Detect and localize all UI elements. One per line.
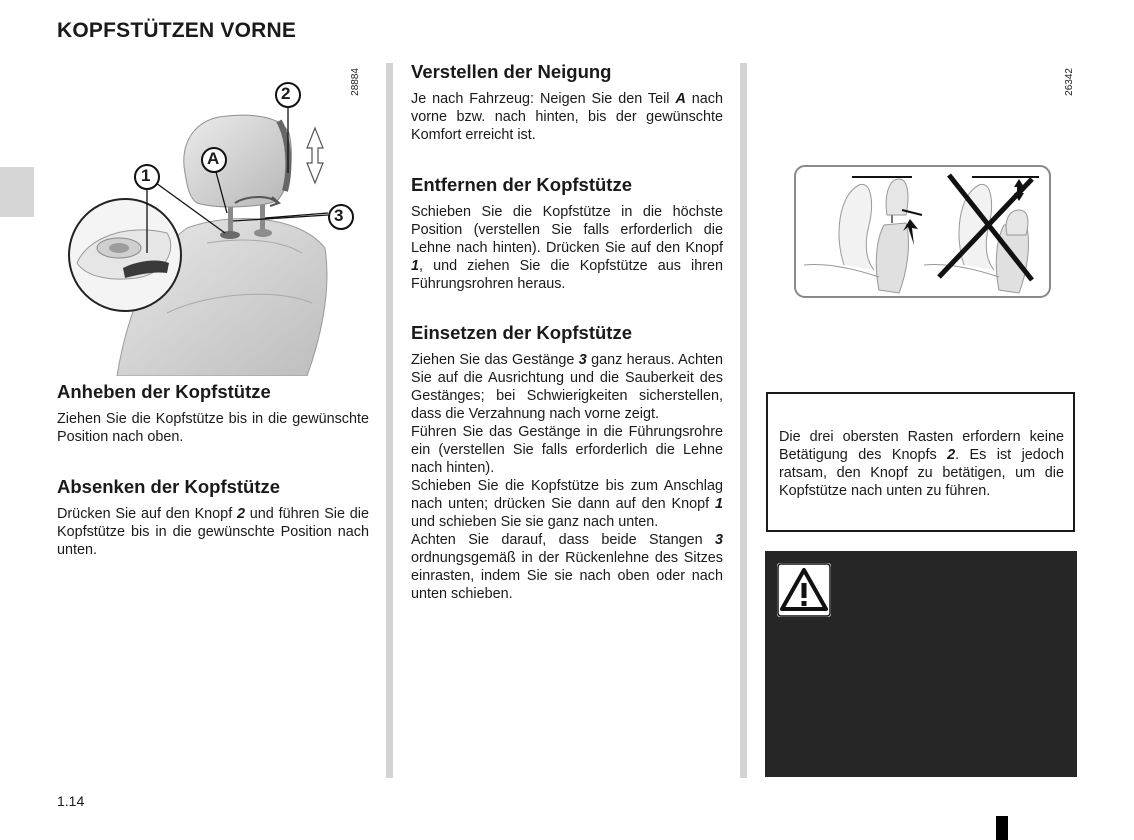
ref-button-1: 1 — [411, 258, 420, 274]
lower-text: Drücken Sie auf den Knopf 2 und führen Sie die Kopfstütze bis in die gewünschte Position nach unten. — [57, 506, 369, 558]
ref-rods-3: 3 — [578, 352, 587, 368]
callout-A: A — [207, 149, 220, 168]
page-number: 1.14 — [57, 793, 85, 809]
tilt-text: Je nach Fahrzeug: Neigen Sie den Teil A nach vorne bzw. nach hinten, bis der gewünschte Komfort erreicht ist. — [411, 91, 723, 143]
ref-button-1: 1 — [714, 496, 723, 512]
callout-2: 2 — [281, 84, 291, 103]
figure-code-right: 26342 — [1064, 68, 1075, 96]
remove-heading: Entfernen der Kopfstütze — [411, 174, 632, 195]
insert-paragraph-4: Achten Sie darauf, dass beide Stangen 3 ordnungsgemäß in der Rückenlehne des Sitzes einrasten, indem Sie sie nach oben oder nach unten schieben. — [411, 532, 723, 602]
warning-icon — [777, 563, 831, 617]
ref-button-2: 2 — [947, 447, 956, 463]
insert-paragraph-3: Schieben Sie die Kopfstütze bis zum Anschlag nach unten; drücken Sie dann auf den Knopf 1 und schieben Sie sie ganz nach unten. — [411, 478, 723, 530]
lower-heading: Absenken der Kopfstütze — [57, 476, 281, 497]
column-divider-right — [740, 63, 747, 778]
raise-heading: Anheben der Kopfstütze — [57, 381, 271, 402]
insert-paragraph-2: Führen Sie das Gestänge in die Führungsrohre ein (verstellen Sie falls erforderlich die Lehne nach hinten). — [411, 424, 723, 476]
remove-text: Schieben Sie die Kopfstütze in die höchste Position (verstellen Sie falls erforderlich die Lehne nach hinten). Drücken Sie auf den Knopf 1, und ziehen Sie die Kopfstütze aus ihren Führungsrohren heraus. — [411, 204, 723, 292]
callout-3: 3 — [334, 206, 344, 225]
page-edge-marker — [996, 816, 1008, 840]
raise-text: Ziehen Sie die Kopfstütze bis in die gewünschte Position nach oben. — [57, 411, 369, 445]
insert-heading: Einsetzen der Kopfstütze — [411, 322, 632, 343]
headrest-figure — [57, 63, 369, 376]
insert-paragraph-1: Ziehen Sie das Gestänge 3 ganz heraus. Achten Sie auf die Ausrichtung und die Sauberkeit des Gestänges; bei Schwierigkeiten sicherstellen, dass die Verzahnung nach vorne zeigt. — [411, 352, 723, 422]
info-text: Die drei obersten Rasten erfordern keine Betätigung des Knopfs 2. Es ist jedoch ratsam, den Knopf zu betätigen, um die Kopfstütze nach unten zu führen. — [779, 429, 1064, 499]
ref-rods-3: 3 — [714, 532, 723, 548]
column-divider-left — [386, 63, 393, 778]
callout-1: 1 — [141, 166, 151, 185]
ref-part-A: A — [675, 91, 686, 107]
figure-code-left: 28884 — [350, 68, 361, 96]
headrest-position-figure — [794, 165, 1051, 298]
headrest-position-illustration — [794, 165, 1051, 298]
chapter-tab — [0, 167, 34, 217]
insert-text-block — [411, 351, 723, 603]
tilt-heading: Verstellen der Neigung — [411, 61, 612, 82]
page-title: KOPFSTÜTZEN VORNE — [57, 19, 297, 42]
headrest-illustration — [57, 63, 369, 376]
ref-button-2: 2 — [236, 506, 245, 522]
